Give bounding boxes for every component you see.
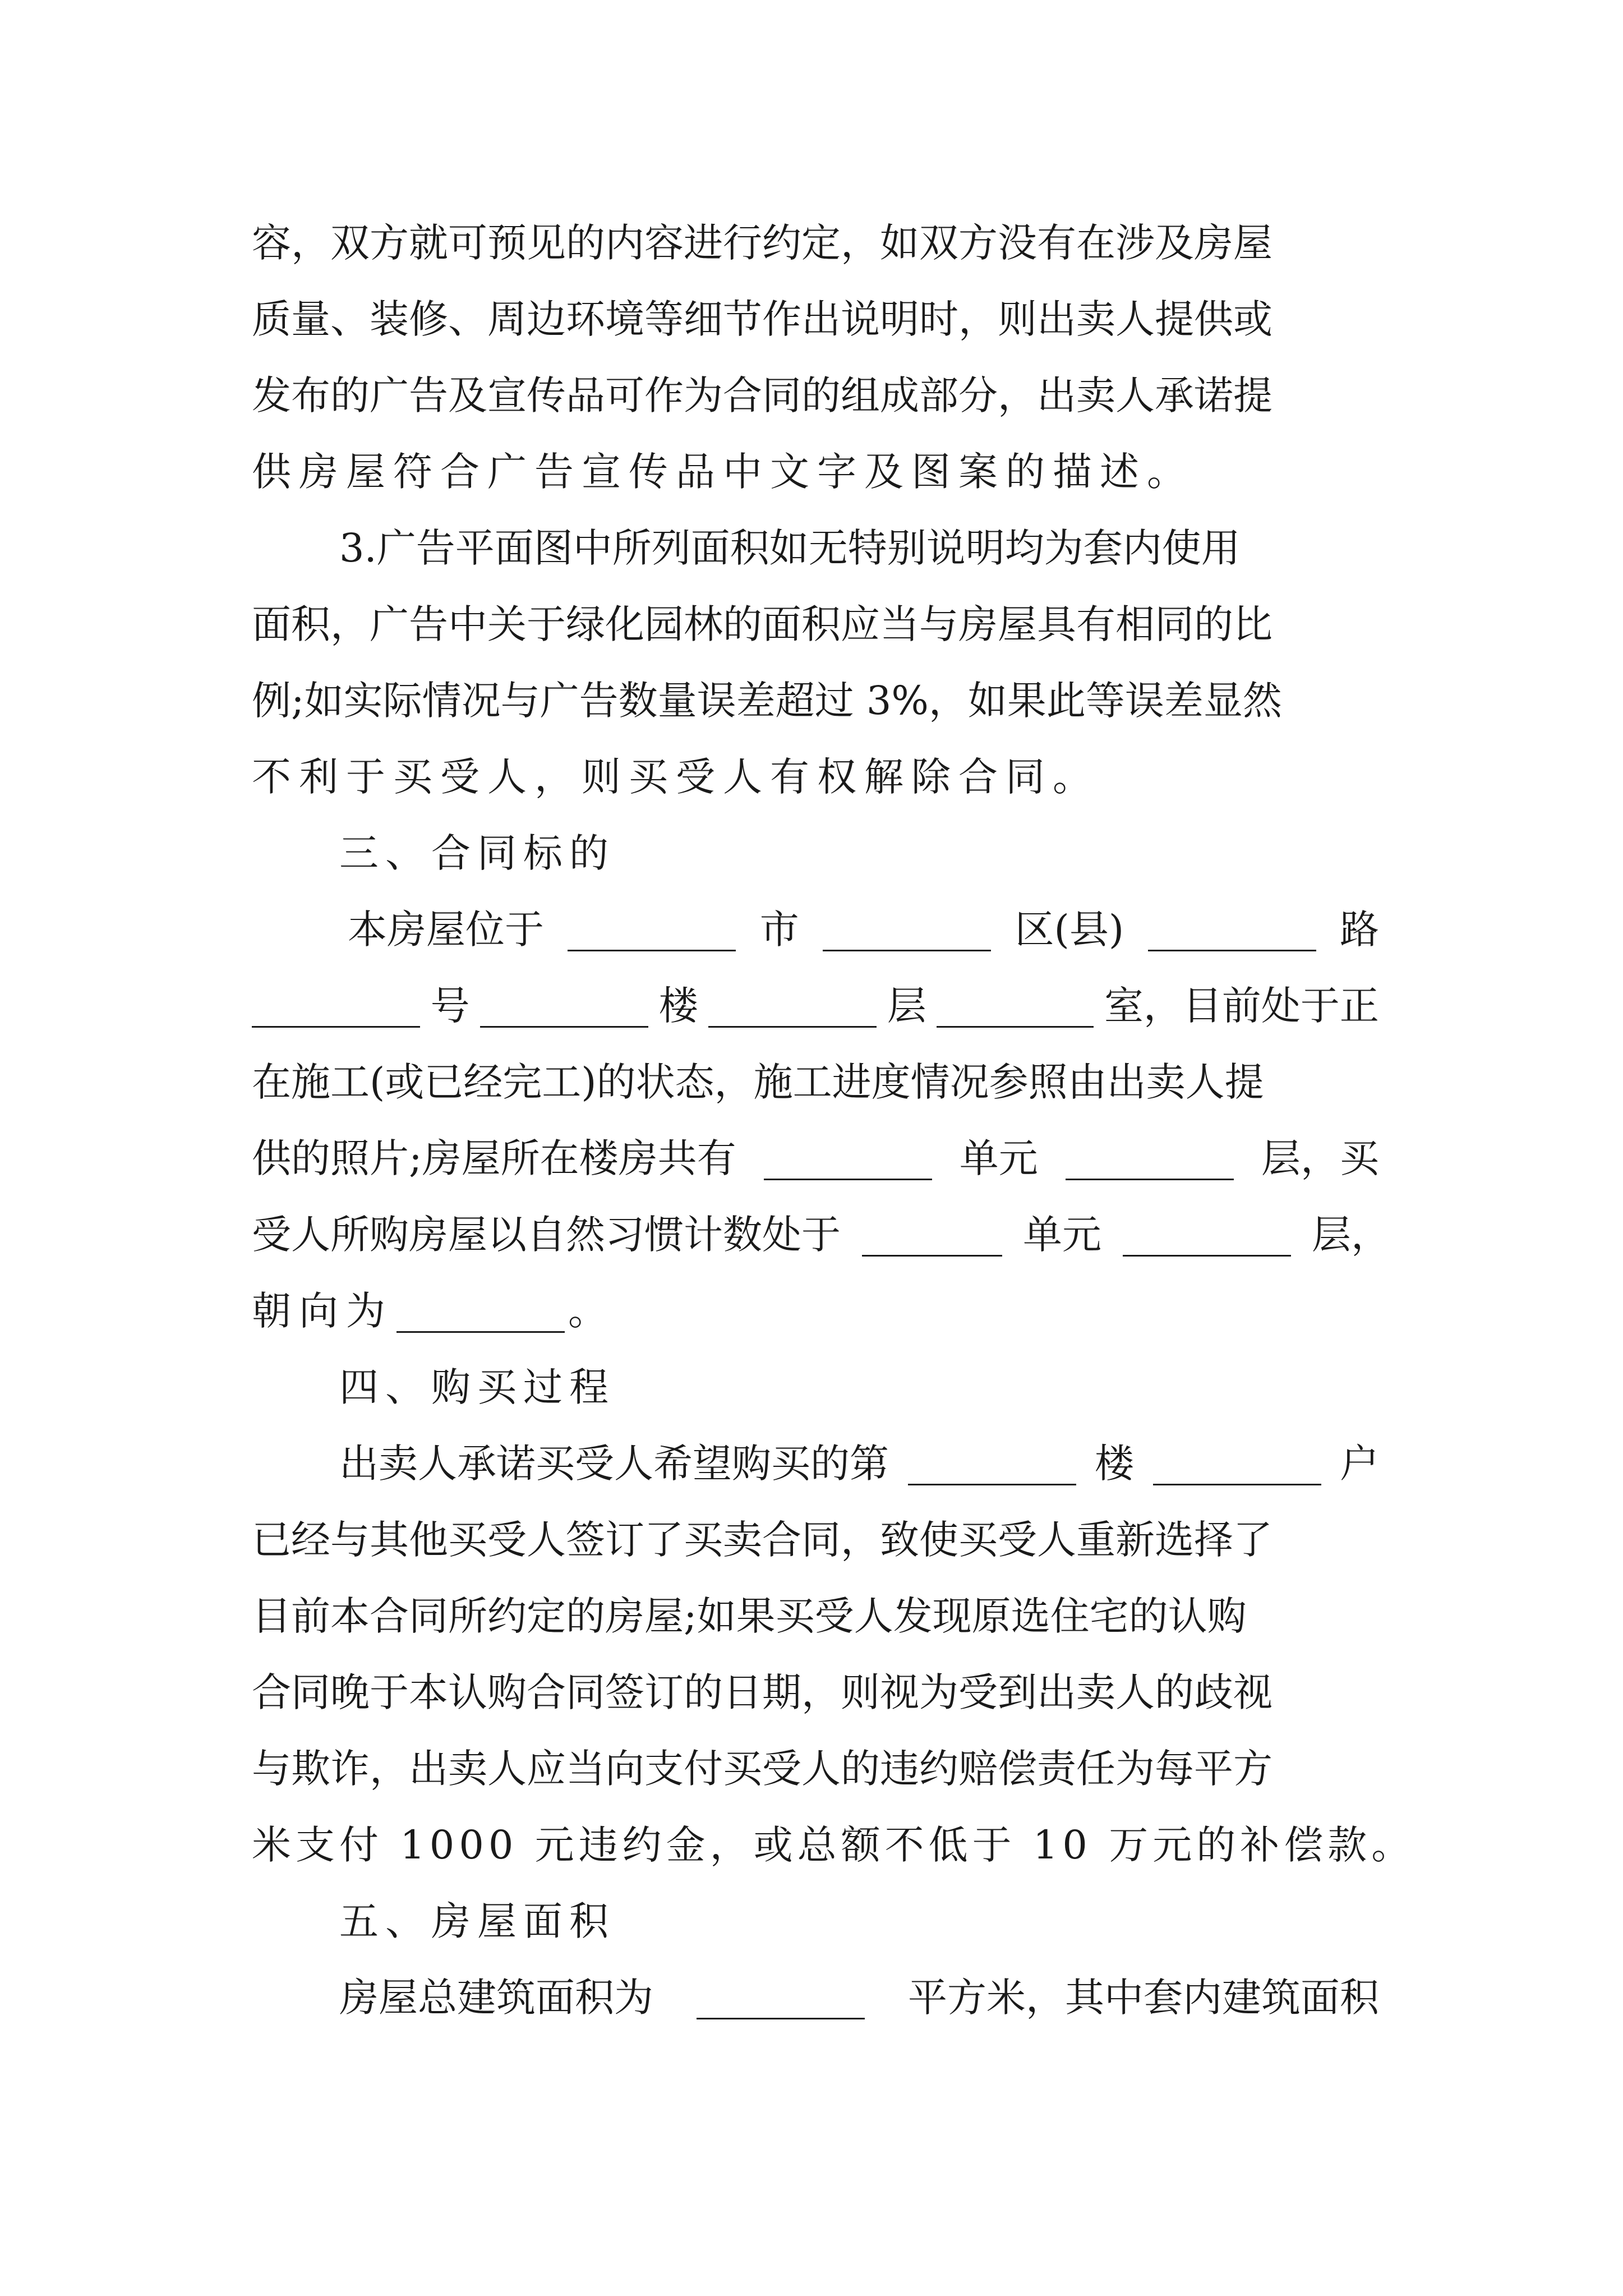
text-segment: 楼 — [1095, 1441, 1134, 1487]
para2-line4 — [252, 749, 1379, 805]
text-segment: 供的照片;房屋所在楼房共有 — [252, 1135, 736, 1181]
text-segment: 发布的广告及宣传品可作为合同的组成部分，出卖人承诺提 — [252, 372, 1272, 418]
fill-blank-room — [937, 998, 1094, 1028]
text-segment: 容，双方就可预见的内容进行约定，如双方没有在涉及房屋 — [252, 220, 1272, 266]
fill-blank-orientation — [396, 1303, 565, 1333]
fill-blank-unit — [862, 1227, 1002, 1257]
para1-line4 — [252, 444, 1379, 500]
para4-line3 — [252, 1588, 1379, 1644]
section-heading-5 — [339, 1893, 1379, 1949]
text-segment: 平方米，其中套内建筑面积 — [908, 1975, 1379, 2021]
fill-blank-number — [252, 998, 420, 1028]
text-segment: 户 — [1340, 1441, 1379, 1487]
text-segment: 层 — [887, 983, 926, 1029]
text-segment: 受人所购房屋以自然习惯计数处于 — [252, 1212, 841, 1258]
fill-blank-building — [480, 998, 648, 1028]
text-segment: 市 — [759, 907, 799, 953]
fill-blank-district — [823, 922, 991, 951]
text-segment: 朝向为 — [252, 1288, 393, 1334]
para2-line3 — [252, 673, 1379, 729]
para4-line4 — [252, 1664, 1379, 1720]
fill-blank-floors-total — [1066, 1151, 1234, 1180]
text-segment: 本房屋位于 — [348, 907, 544, 953]
text-segment: 供房屋符合广告宣传品中文字及图案的描述。 — [252, 449, 1194, 495]
text-segment: 号 — [430, 983, 470, 1029]
text-segment: 层，买 — [1261, 1135, 1379, 1181]
para3-line3 — [252, 1054, 1379, 1110]
section-heading-3 — [339, 825, 1379, 881]
fill-blank-road — [1148, 922, 1316, 951]
heading-text: 四、购买过程 — [339, 1364, 615, 1410]
fill-blank-floor-located — [1123, 1227, 1291, 1257]
para3-line6 — [252, 1283, 1379, 1339]
text-segment: 米支付 1000 元违约金，或总额不低于 10 万元的补偿款。 — [252, 1822, 1415, 1868]
text-segment: 3.广告平面图中所列面积如无特别说明均为套内使用 — [339, 525, 1241, 571]
text-segment: 例;如实际情况与广告数量误差超过 3%，如果此等误差显然 — [252, 678, 1282, 724]
para4-line1 — [339, 1435, 1379, 1492]
para2-line2 — [252, 596, 1379, 652]
text-segment: 目前本合同所约定的房屋;如果买受人发现原选住宅的认购 — [252, 1593, 1247, 1639]
text-segment: 单元 — [959, 1135, 1038, 1181]
fill-blank-household — [1153, 1456, 1321, 1485]
text-segment: 单元 — [1023, 1212, 1101, 1258]
text-segment: 楼 — [658, 983, 698, 1029]
fill-blank-total-area — [697, 1990, 865, 2019]
para1-line1 — [252, 215, 1379, 271]
section-heading-4 — [339, 1359, 1379, 1415]
text-segment: 不利于买受人，则买受人有权解除合同。 — [252, 754, 1100, 800]
text-segment: 室，目前处于正 — [1104, 983, 1379, 1029]
text-segment: 。 — [568, 1288, 615, 1334]
text-segment: 区(县) — [1015, 907, 1124, 953]
text-segment: 与欺诈，出卖人应当向支付买受人的违约赔偿责任为每平方 — [252, 1746, 1272, 1792]
fill-blank-building-number — [908, 1456, 1076, 1485]
fill-blank-floor — [708, 998, 877, 1028]
text-segment: 出卖人承诺买受人希望购买的第 — [339, 1441, 889, 1487]
text-segment: 质量、装修、周边环境等细节作出说明时，则出卖人提供或 — [252, 296, 1272, 342]
text-segment: 路 — [1339, 907, 1379, 953]
para3-line1 — [348, 901, 1379, 958]
para2-line1 — [339, 520, 1379, 576]
para3-line2 — [252, 978, 1379, 1034]
text-segment: 已经与其他买受人签订了买卖合同，致使买受人重新选择了 — [252, 1517, 1272, 1563]
para3-line4 — [252, 1130, 1379, 1186]
text-segment: 房屋总建筑面积为 — [339, 1975, 653, 2021]
text-segment: 合同晚于本认购合同签订的日期，则视为受到出卖人的歧视 — [252, 1669, 1272, 1715]
para5-line1 — [339, 1970, 1379, 2026]
para1-line3 — [252, 367, 1379, 424]
heading-text: 五、房屋面积 — [339, 1898, 615, 1944]
para4-line6 — [252, 1817, 1415, 1873]
text-segment: 在施工(或已经完工)的状态，施工进度情况参照由出卖人提 — [252, 1059, 1264, 1105]
text-segment: 层， — [1312, 1212, 1390, 1258]
para3-line5 — [252, 1207, 1390, 1263]
para4-line2 — [252, 1512, 1379, 1568]
fill-blank-city — [568, 922, 736, 951]
fill-blank-units-total — [764, 1151, 932, 1180]
para4-line5 — [252, 1741, 1379, 1797]
heading-text: 三、合同标的 — [339, 830, 615, 876]
text-segment: 面积，广告中关于绿化园林的面积应当与房屋具有相同的比 — [252, 601, 1272, 647]
para1-line2 — [252, 291, 1379, 347]
